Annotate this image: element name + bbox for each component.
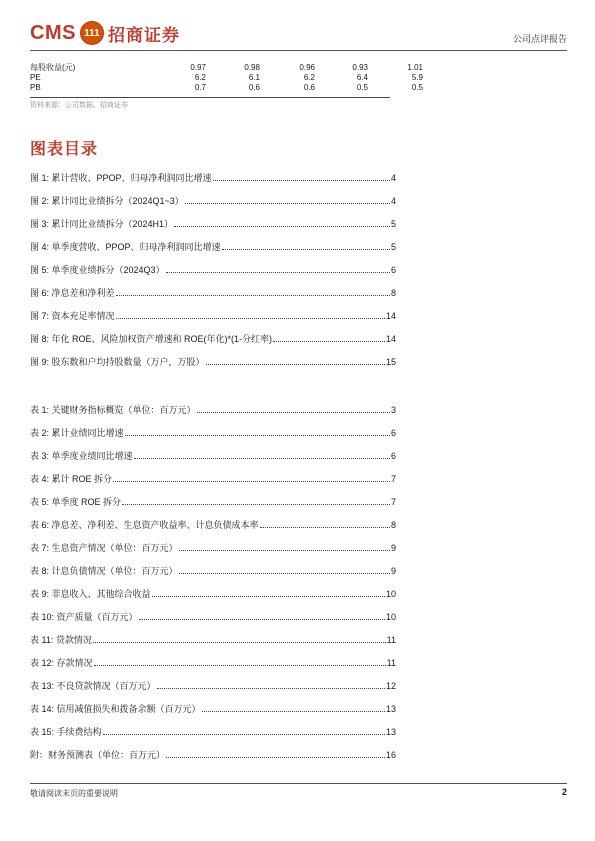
toc-entry-label: 图 1: 累计营收、PPOP、归母净利润同比增速 [30, 173, 212, 183]
toc-entry-page: 8 [390, 520, 396, 530]
toc-entry-page: 8 [390, 288, 396, 298]
toc-entry-figure[interactable] [30, 262, 396, 276]
toc-leader-dots [116, 295, 390, 296]
toc-entry-page: 4 [390, 196, 396, 206]
toc-entry-label: 表 9: 非息收入、其他综合收益 [30, 589, 151, 599]
toc-entry-table[interactable] [30, 632, 396, 646]
toc-entry-page: 9 [390, 566, 396, 576]
page-header [30, 18, 567, 48]
toc-leader-dots [197, 412, 390, 413]
metrics-cell: 1.01 [407, 63, 423, 72]
toc-entry-table[interactable] [30, 678, 396, 692]
toc-leader-dots [134, 458, 390, 459]
toc-entry-page: 14 [385, 311, 396, 321]
page-number: 2 [561, 787, 567, 797]
toc-leader-dots [185, 203, 390, 204]
metrics-cell: 0.93 [352, 63, 368, 72]
toc-leader-dots [125, 435, 390, 436]
toc-leader-dots [116, 318, 385, 319]
toc-entry-label: 表 11: 贷款情况 [30, 635, 92, 645]
metrics-cell: 5.9 [411, 73, 423, 82]
toc-leader-dots [93, 642, 386, 643]
toc-entry-page: 9 [390, 543, 396, 553]
metrics-row-pe [30, 73, 567, 83]
metrics-cell: 6.2 [194, 73, 206, 82]
toc-entry-table[interactable] [30, 540, 396, 554]
metrics-cell: 6.4 [356, 73, 368, 82]
toc-leader-dots [166, 272, 390, 273]
footer-disclaimer: 敬请阅读末页的重要说明 [30, 789, 118, 798]
toc-leader-dots [103, 734, 385, 735]
metrics-row-pb [30, 83, 567, 93]
toc-entry-figure[interactable] [30, 308, 396, 322]
toc-entry-table[interactable] [30, 586, 396, 600]
metrics-cell: 6.2 [303, 73, 315, 82]
toc-entry-figure[interactable] [30, 170, 396, 184]
metrics-row-eps [30, 63, 567, 73]
toc-entry-table[interactable] [30, 747, 396, 761]
metrics-cell: 0.97 [190, 63, 206, 72]
toc-entry-page: 14 [385, 334, 396, 344]
toc-entry-label: 表 5: 单季度 ROE 拆分 [30, 497, 122, 507]
metrics-row-label: 每股收益(元) [30, 63, 76, 72]
toc-entry-figure[interactable] [30, 216, 396, 230]
toc-leader-dots [157, 688, 385, 689]
toc-entry-table[interactable] [30, 517, 396, 531]
toc-leader-dots [166, 757, 385, 758]
toc-entry-table[interactable] [30, 425, 396, 439]
cms-logo [30, 18, 180, 48]
toc-leader-dots [179, 573, 390, 574]
toc-entry-label: 附：财务预测表（单位：百万元） [30, 750, 166, 760]
metrics-cell: 6.1 [248, 73, 260, 82]
toc-entry-label: 图 6: 净息差和净利差 [30, 288, 115, 298]
toc-leader-dots [222, 249, 390, 250]
toc-entry-figure[interactable] [30, 331, 396, 345]
data-source-note: 资料来源：公司数据、招商证券 [30, 102, 128, 109]
toc-entry-page: 6 [390, 451, 396, 461]
logo-seal-icon: 111 [80, 21, 104, 45]
toc-entry-label: 图 5: 单季度业绩拆分（2024Q3） [30, 265, 165, 275]
toc-entry-page: 13 [385, 704, 396, 714]
toc-entry-page: 6 [390, 428, 396, 438]
metrics-cell: 0.7 [194, 83, 206, 92]
toc-entry-page: 15 [385, 357, 396, 367]
toc-entry-label: 图 8: 年化 ROE、风险加权资产增速和 ROE(年化)*(1-分红率) [30, 334, 273, 344]
toc-entry-table[interactable] [30, 402, 396, 416]
toc-entry-table[interactable] [30, 724, 396, 738]
toc-entry-label: 表 2: 累计业绩同比增速 [30, 428, 124, 438]
toc-entry-label: 图 3: 累计同比业绩拆分（2024H1） [30, 219, 174, 229]
metrics-cell: 0.5 [356, 83, 368, 92]
metrics-table-bottom-rule [30, 97, 390, 98]
toc-leader-dots [174, 226, 390, 227]
toc-entry-page: 11 [386, 658, 396, 668]
toc-entry-page: 6 [390, 265, 396, 275]
toc-entry-figure[interactable] [30, 285, 396, 299]
toc-leader-dots [122, 504, 390, 505]
toc-entry-label: 图 4: 单季度营收、PPOP、归母净利润同比增速 [30, 242, 221, 252]
logo-cms-text: CMS [30, 21, 76, 44]
toc-entry-label: 图 9: 股东数和户均持股数量（万户，万股） [30, 357, 205, 367]
toc-entry-label: 表 13: 不良贷款情况（百万元） [30, 681, 156, 691]
toc-leader-dots [139, 619, 385, 620]
toc-entry-page: 11 [386, 635, 396, 645]
toc-entry-figure[interactable] [30, 239, 396, 253]
toc-leader-dots [206, 364, 385, 365]
toc-entry-page: 10 [385, 612, 396, 622]
metrics-row-label: PE [30, 73, 41, 82]
report-type: 公司点评报告 [512, 34, 567, 44]
toc-entry-label: 表 3: 单季度业绩同比增速 [30, 451, 133, 461]
toc-entry-page: 5 [390, 219, 396, 229]
toc-entry-label: 表 10: 资产质量（百万元） [30, 612, 138, 622]
toc-entry-page: 16 [385, 750, 396, 760]
toc-entry-figure[interactable] [30, 193, 396, 207]
footer-divider [30, 783, 567, 784]
metrics-cell: 0.6 [248, 83, 260, 92]
toc-entry-label: 表 14: 信用减值损失和拨备余额（百万元） [30, 704, 201, 714]
toc-entry-page: 7 [390, 474, 396, 484]
toc-entry-table[interactable] [30, 471, 396, 485]
toc-leader-dots [202, 711, 385, 712]
toc-leader-dots [152, 596, 385, 597]
toc-entry-page: 12 [385, 681, 396, 691]
toc-leader-dots [179, 550, 390, 551]
toc-leader-dots [260, 527, 390, 528]
toc-entry-table[interactable] [30, 655, 396, 669]
toc-leader-dots [94, 665, 386, 666]
valuation-metrics-table [30, 63, 567, 93]
toc-entry-page: 3 [390, 405, 396, 415]
metrics-cell: 0.96 [299, 63, 315, 72]
metrics-cell: 0.98 [244, 63, 260, 72]
metrics-row-label: PB [30, 83, 41, 92]
toc-entry-label: 表 8: 计息负债情况（单位：百万元） [30, 566, 178, 576]
toc-entry-label: 表 4: 累计 ROE 拆分 [30, 474, 113, 484]
logo-company-name: 招商证券 [107, 25, 180, 46]
toc-entry-page: 4 [390, 173, 396, 183]
toc-entry-label: 表 6: 净息差、净利差、生息资产收益率、计息负债成本率 [30, 520, 259, 530]
toc-entry-table[interactable] [30, 701, 396, 715]
toc-leader-dots [273, 341, 385, 342]
toc-entry-label: 表 12: 存款情况 [30, 658, 93, 668]
toc-entry-label: 表 7: 生息资产情况（单位：百万元） [30, 543, 178, 553]
toc-entry-label: 图 2: 累计同比业绩拆分（2024Q1~3） [30, 196, 184, 206]
toc-entry-label: 图 7: 资本充足率情况 [30, 311, 115, 321]
toc-entry-table[interactable] [30, 494, 396, 508]
toc-leader-dots [213, 180, 390, 181]
toc-entry-page: 13 [385, 727, 396, 737]
toc-entry-table[interactable] [30, 609, 396, 623]
metrics-cell: 0.6 [303, 83, 315, 92]
toc-entry-table[interactable] [30, 448, 396, 462]
header-divider [30, 50, 567, 51]
toc-entry-page: 5 [390, 242, 396, 252]
toc-entry-table[interactable] [30, 563, 396, 577]
toc-entry-label: 表 1: 关键财务指标概览（单位：百万元） [30, 405, 196, 415]
toc-entry-page: 7 [390, 497, 396, 507]
toc-entry-page: 10 [385, 589, 396, 599]
metrics-cell: 0.5 [411, 83, 423, 92]
toc-leader-dots [113, 481, 390, 482]
toc-entry-label: 表 15: 手续费结构 [30, 727, 102, 737]
toc-entry-figure[interactable] [30, 354, 396, 368]
toc-title: 图表目录 [30, 139, 99, 158]
